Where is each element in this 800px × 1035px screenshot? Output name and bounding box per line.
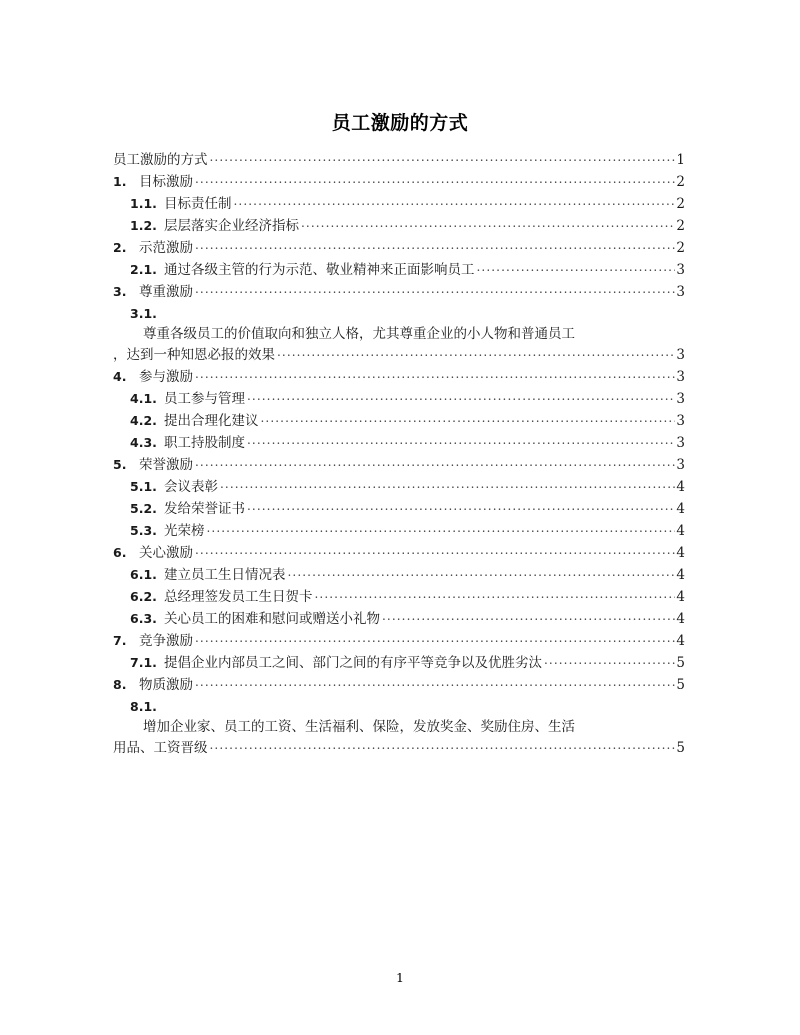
toc-entry-number: 2.1. (130, 262, 157, 277)
toc-page-number: 5 (676, 740, 685, 756)
toc-page-number: 4 (676, 523, 685, 539)
toc-dot-leader (234, 191, 676, 212)
toc-page-number: 3 (676, 435, 685, 451)
toc-dot-leader (195, 279, 675, 300)
toc-entry-text: 员工参与管理 (164, 391, 245, 407)
toc-dot-leader (195, 169, 675, 190)
toc-entry-number: 4. (113, 369, 127, 384)
toc-entry-text: 物质激励 (139, 677, 193, 693)
toc-page-number: 4 (676, 633, 685, 649)
toc-entry-number: 6. (113, 545, 127, 560)
toc-entry-text: 参与激励 (139, 369, 193, 385)
toc-entry-number: 5.1. (130, 479, 157, 494)
toc-page-number: 4 (676, 479, 685, 495)
toc-entry[interactable] (113, 259, 685, 281)
toc-dot-leader (382, 606, 675, 627)
toc-page-number: 2 (676, 196, 685, 212)
toc-entry-number: 5.2. (130, 501, 157, 516)
toc-entry-text: 通过各级主管的行为示范、敬业精神来正面影响员工 (164, 262, 475, 278)
toc-entry-number: 2. (113, 240, 127, 255)
toc-dot-leader (195, 628, 675, 649)
toc-entry-text: 提倡企业内部员工之间、部门之间的有序平等竞争以及优胜劣汰 (164, 655, 542, 671)
toc-entry-text-line1: 尊重各级员工的价值取向和独立人格，尤其尊重企业的小人物和普通员工 (143, 326, 575, 342)
toc-entry-text: 竞争激励 (139, 633, 193, 649)
toc-dot-leader (277, 342, 675, 363)
toc-entry[interactable] (113, 237, 685, 259)
toc-page-number: 2 (676, 240, 685, 256)
toc-dot-leader (247, 496, 675, 517)
toc-entry-number: 1.1. (130, 196, 157, 211)
toc-dot-leader (247, 386, 675, 407)
toc-dot-leader (195, 452, 675, 473)
toc-dot-leader (210, 147, 676, 168)
toc-entry-text-line1: 增加企业家、员工的工资、生活福利、保险，发放奖金、奖励住房、生活 (143, 719, 575, 735)
toc-entry-text: 层层落实企业经济指标 (164, 218, 299, 234)
toc-dot-leader (195, 235, 675, 256)
toc-dot-leader (261, 408, 676, 429)
toc-page-number: 4 (676, 501, 685, 517)
toc-entry-number: 4.3. (130, 435, 157, 450)
toc-entry[interactable] (113, 410, 685, 432)
toc-entry[interactable] (113, 281, 685, 303)
toc-entry-number: 7.1. (130, 655, 157, 670)
toc-entry-number: 1.2. (130, 218, 157, 233)
toc-entry-number: 1. (113, 174, 127, 189)
toc-entry[interactable] (113, 215, 685, 237)
toc-page-number: 3 (676, 284, 685, 300)
toc-entry[interactable] (113, 586, 685, 608)
toc-entry-text: 关心激励 (139, 545, 193, 561)
toc-entry-text: 光荣榜 (164, 523, 205, 539)
toc-entry-text: 荣誉激励 (139, 457, 193, 473)
toc-page-number: 4 (676, 611, 685, 627)
toc-entry[interactable] (113, 171, 685, 193)
toc-entry-text: 职工持股制度 (164, 435, 245, 451)
toc-entry[interactable] (113, 498, 685, 520)
toc-entry-number: 3.1. (130, 306, 157, 321)
page-title: 员工激励的方式 (331, 112, 469, 134)
toc-entry[interactable] (113, 193, 685, 215)
toc-entry[interactable] (113, 652, 685, 674)
toc-entry[interactable] (113, 150, 685, 171)
toc-dot-leader (195, 364, 675, 385)
toc-dot-leader (315, 584, 676, 605)
toc-page-number: 3 (676, 413, 685, 429)
toc-dot-leader (210, 735, 676, 756)
toc-entry-block[interactable] (113, 303, 685, 324)
toc-page-number: 3 (676, 457, 685, 473)
toc-entry-text: 目标责任制 (164, 196, 232, 212)
toc-entry-text-line2: 用品、工资晋级 (113, 740, 208, 756)
toc-page-number: 1 (676, 152, 685, 168)
toc-page-number: 2 (676, 218, 685, 234)
toc-entry-block-body[interactable] (113, 717, 685, 759)
toc-dot-leader (195, 672, 675, 693)
toc-entry-number: 6.3. (130, 611, 157, 626)
toc-page-number: 2 (676, 174, 685, 190)
toc-entry[interactable] (113, 388, 685, 410)
toc-dot-leader (247, 430, 675, 451)
toc-entry[interactable] (113, 520, 685, 542)
toc-entry-text: 目标激励 (139, 174, 193, 190)
toc-entry-number: 8. (113, 677, 127, 692)
toc-dot-leader (288, 562, 676, 583)
toc-entry-number: 4.2. (130, 413, 157, 428)
toc-entry[interactable] (113, 630, 685, 652)
toc-dot-leader (195, 540, 675, 561)
toc-dot-leader (301, 213, 675, 234)
toc-entry-text: 总经理签发员工生日贺卡 (164, 589, 313, 605)
toc-page-number: 3 (676, 347, 685, 363)
toc-entry-text: 建立员工生日情况表 (164, 567, 286, 583)
toc-entry-text: 发给荣誉证书 (164, 501, 245, 517)
toc-entry-text: 提出合理化建议 (164, 413, 259, 429)
toc-entry-number: 8.1. (130, 699, 157, 714)
toc-page-number: 4 (676, 545, 685, 561)
toc-page-number: 3 (676, 369, 685, 385)
toc-entry-number: 3. (113, 284, 127, 299)
toc-dot-leader (207, 518, 676, 539)
toc-entry-number: 4.1. (130, 391, 157, 406)
toc-entry-text: 示范激励 (139, 240, 193, 256)
toc-entry-number: 6.1. (130, 567, 157, 582)
toc-entry-number: 5.3. (130, 523, 157, 538)
toc-page-number: 3 (676, 391, 685, 407)
toc-page-number: 3 (676, 262, 685, 278)
toc-page-number: 4 (676, 567, 685, 583)
toc-entry[interactable] (113, 608, 685, 630)
toc-page-number: 5 (676, 655, 685, 671)
table-of-contents (113, 150, 685, 759)
toc-dot-leader (220, 474, 675, 495)
toc-dot-leader (544, 650, 675, 671)
toc-entry[interactable] (113, 366, 685, 388)
toc-entry[interactable] (113, 564, 685, 586)
toc-entry[interactable] (113, 542, 685, 564)
toc-entry-text: 会议表彰 (164, 479, 218, 495)
toc-page-number: 5 (676, 677, 685, 693)
toc-entry-text: 尊重激励 (139, 284, 193, 300)
toc-entry-number: 5. (113, 457, 127, 472)
toc-entry-text: 员工激励的方式 (113, 152, 208, 168)
toc-entry[interactable] (113, 432, 685, 454)
toc-dot-leader (477, 257, 676, 278)
toc-entry-number: 6.2. (130, 589, 157, 604)
footer-page-number: 1 (396, 970, 404, 985)
toc-entry-block[interactable] (113, 696, 685, 717)
toc-entry-number: 7. (113, 633, 127, 648)
toc-entry[interactable] (113, 674, 685, 696)
toc-entry[interactable] (113, 454, 685, 476)
toc-entry-text: 关心员工的困难和慰问或赠送小礼物 (164, 611, 380, 627)
toc-entry-text-line2: ，达到一种知恩必报的效果 (113, 347, 275, 363)
toc-entry-block-body[interactable] (113, 324, 685, 366)
toc-entry[interactable] (113, 476, 685, 498)
toc-page-number: 4 (676, 589, 685, 605)
